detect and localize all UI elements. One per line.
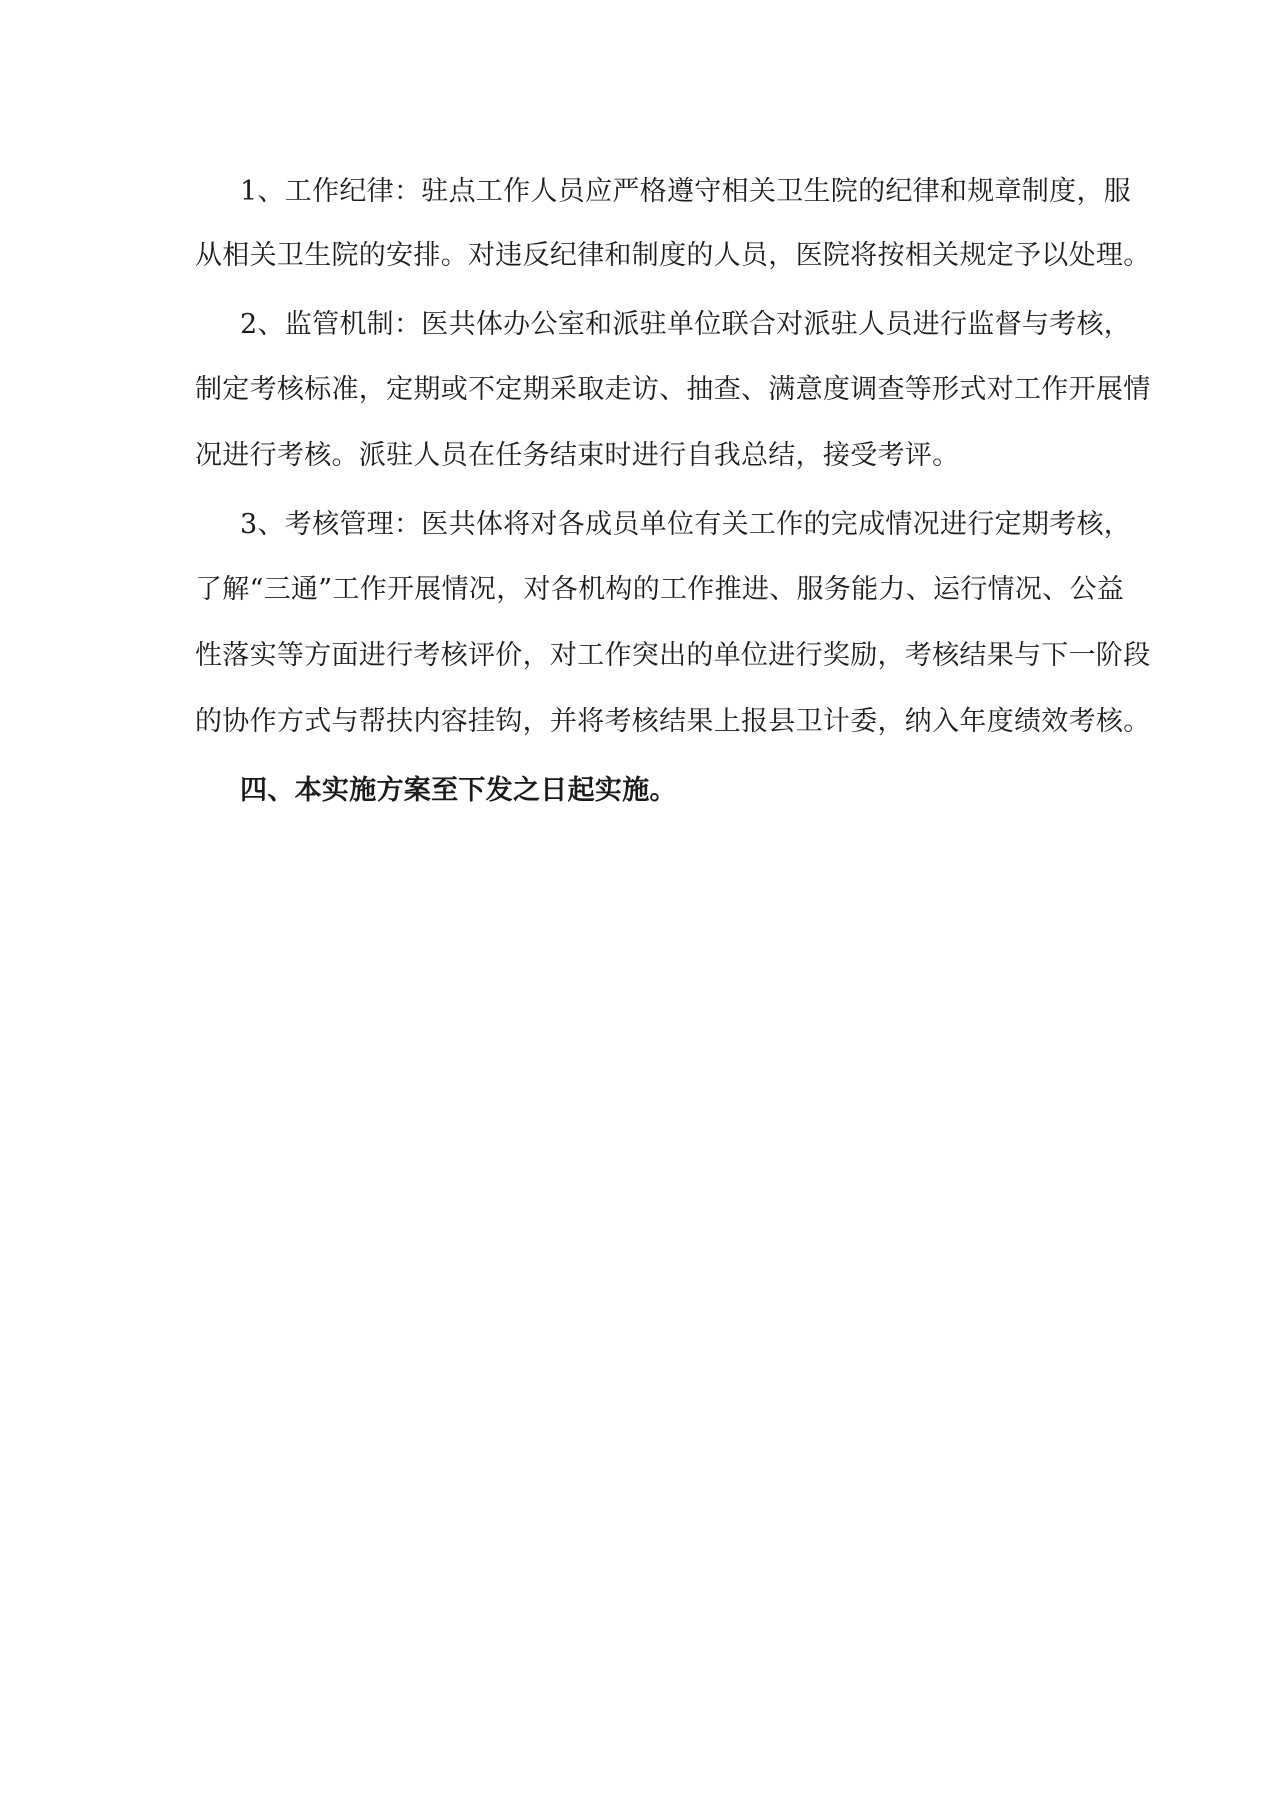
paragraph-line: 3、考核管理：医共体将对各成员单位有关工作的完成情况进行定期考核， — [240, 509, 1132, 540]
paragraph-line: 2、监管机制：医共体办公室和派驻单位联合对派驻人员进行监督与考核， — [240, 309, 1132, 340]
section-heading-implementation: 四、本实施方案至下发之日起实施。 — [240, 775, 677, 806]
paragraph-line: 了解“三通”工作开展情况，对各机构的工作推进、服务能力、运行情况、公益 — [195, 574, 1125, 605]
paragraph-line: 制定考核标准，定期或不定期采取走访、抽查、满意度调查等形式对工作开展情 — [195, 374, 1151, 405]
paragraph-line: 的协作方式与帮扶内容挂钩，并将考核结果上报县卫计委，纳入年度绩效考核。 — [195, 706, 1151, 737]
paragraph-line: 况进行考核。派驻人员在任务结束时进行自我总结，接受考评。 — [195, 440, 960, 471]
paragraph-line: 从相关卫生院的安排。对违反纪律和制度的人员，医院将按相关规定予以处理。 — [195, 240, 1151, 271]
paragraph-line: 性落实等方面进行考核评价，对工作突出的单位进行奖励，考核结果与下一阶段 — [195, 640, 1151, 671]
paragraph-line: 1、工作纪律：驻点工作人员应严格遵守相关卫生院的纪律和规章制度，服 — [240, 176, 1132, 207]
